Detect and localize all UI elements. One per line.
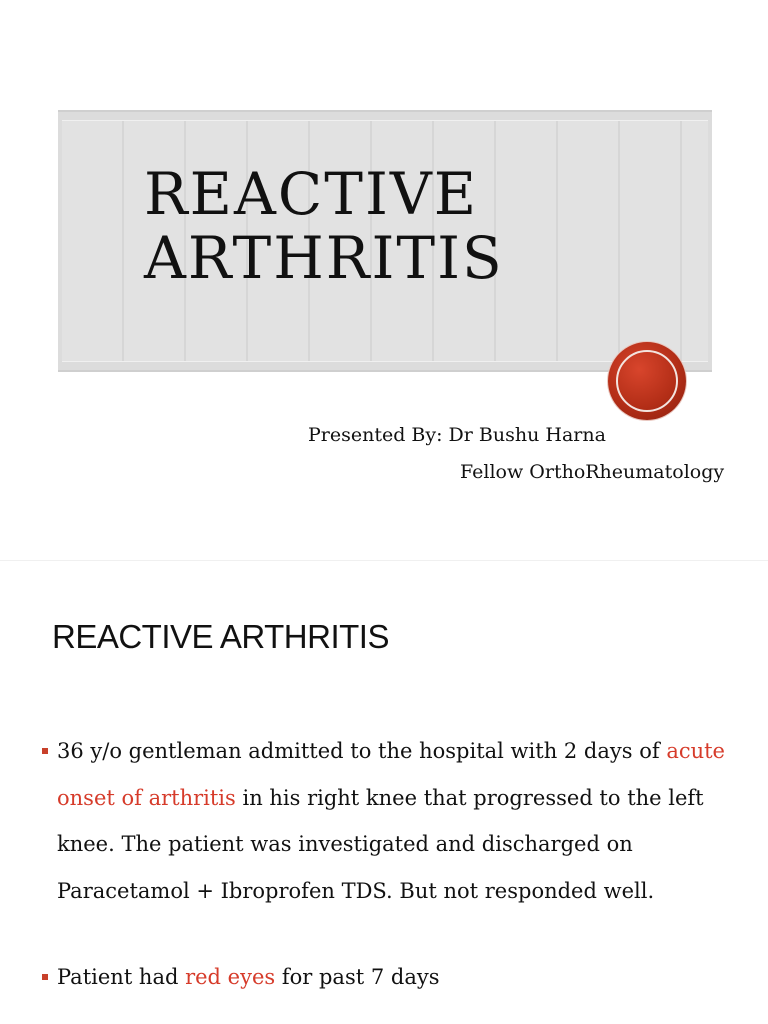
slide-title	[144, 162, 504, 290]
bullet-square-icon	[42, 748, 48, 754]
slide-divider	[0, 560, 768, 561]
red-circle-emblem	[608, 342, 686, 420]
highlighted-phrase: red eyes	[185, 965, 276, 989]
case-bullet-history	[40, 728, 740, 914]
slide-title-line-1: REACTIVE	[144, 160, 479, 228]
bullet-text: 36 y/o gentleman admitted to the hospital with 2 days of	[57, 739, 667, 763]
bullet-text: in his right knee that progressed to the left knee. The patient was investigated and discharged on Paracetamol + Ibroprofen TDS. But not responded well.	[57, 785, 704, 903]
red-circle-emblem-ring	[616, 350, 678, 412]
title-band	[58, 110, 712, 372]
case-bullet-list	[40, 728, 740, 1001]
case-slide-title: REACTIVE ARTHRITIS	[52, 618, 389, 655]
bullet-text: Patient had	[57, 965, 186, 989]
slide-title-line-2: ARTHRITIS	[144, 224, 504, 292]
presenter-line: Presented By: Dr Bushu Harna	[308, 424, 606, 446]
fellowship-line: Fellow OrthoRheumatology	[460, 461, 725, 483]
highlighted-phrase: acute onset of arthritis	[57, 739, 725, 810]
bullet-square-icon	[42, 974, 48, 980]
bullet-text: for past 7 days	[275, 965, 440, 989]
case-bullet-eyes	[40, 954, 740, 1001]
